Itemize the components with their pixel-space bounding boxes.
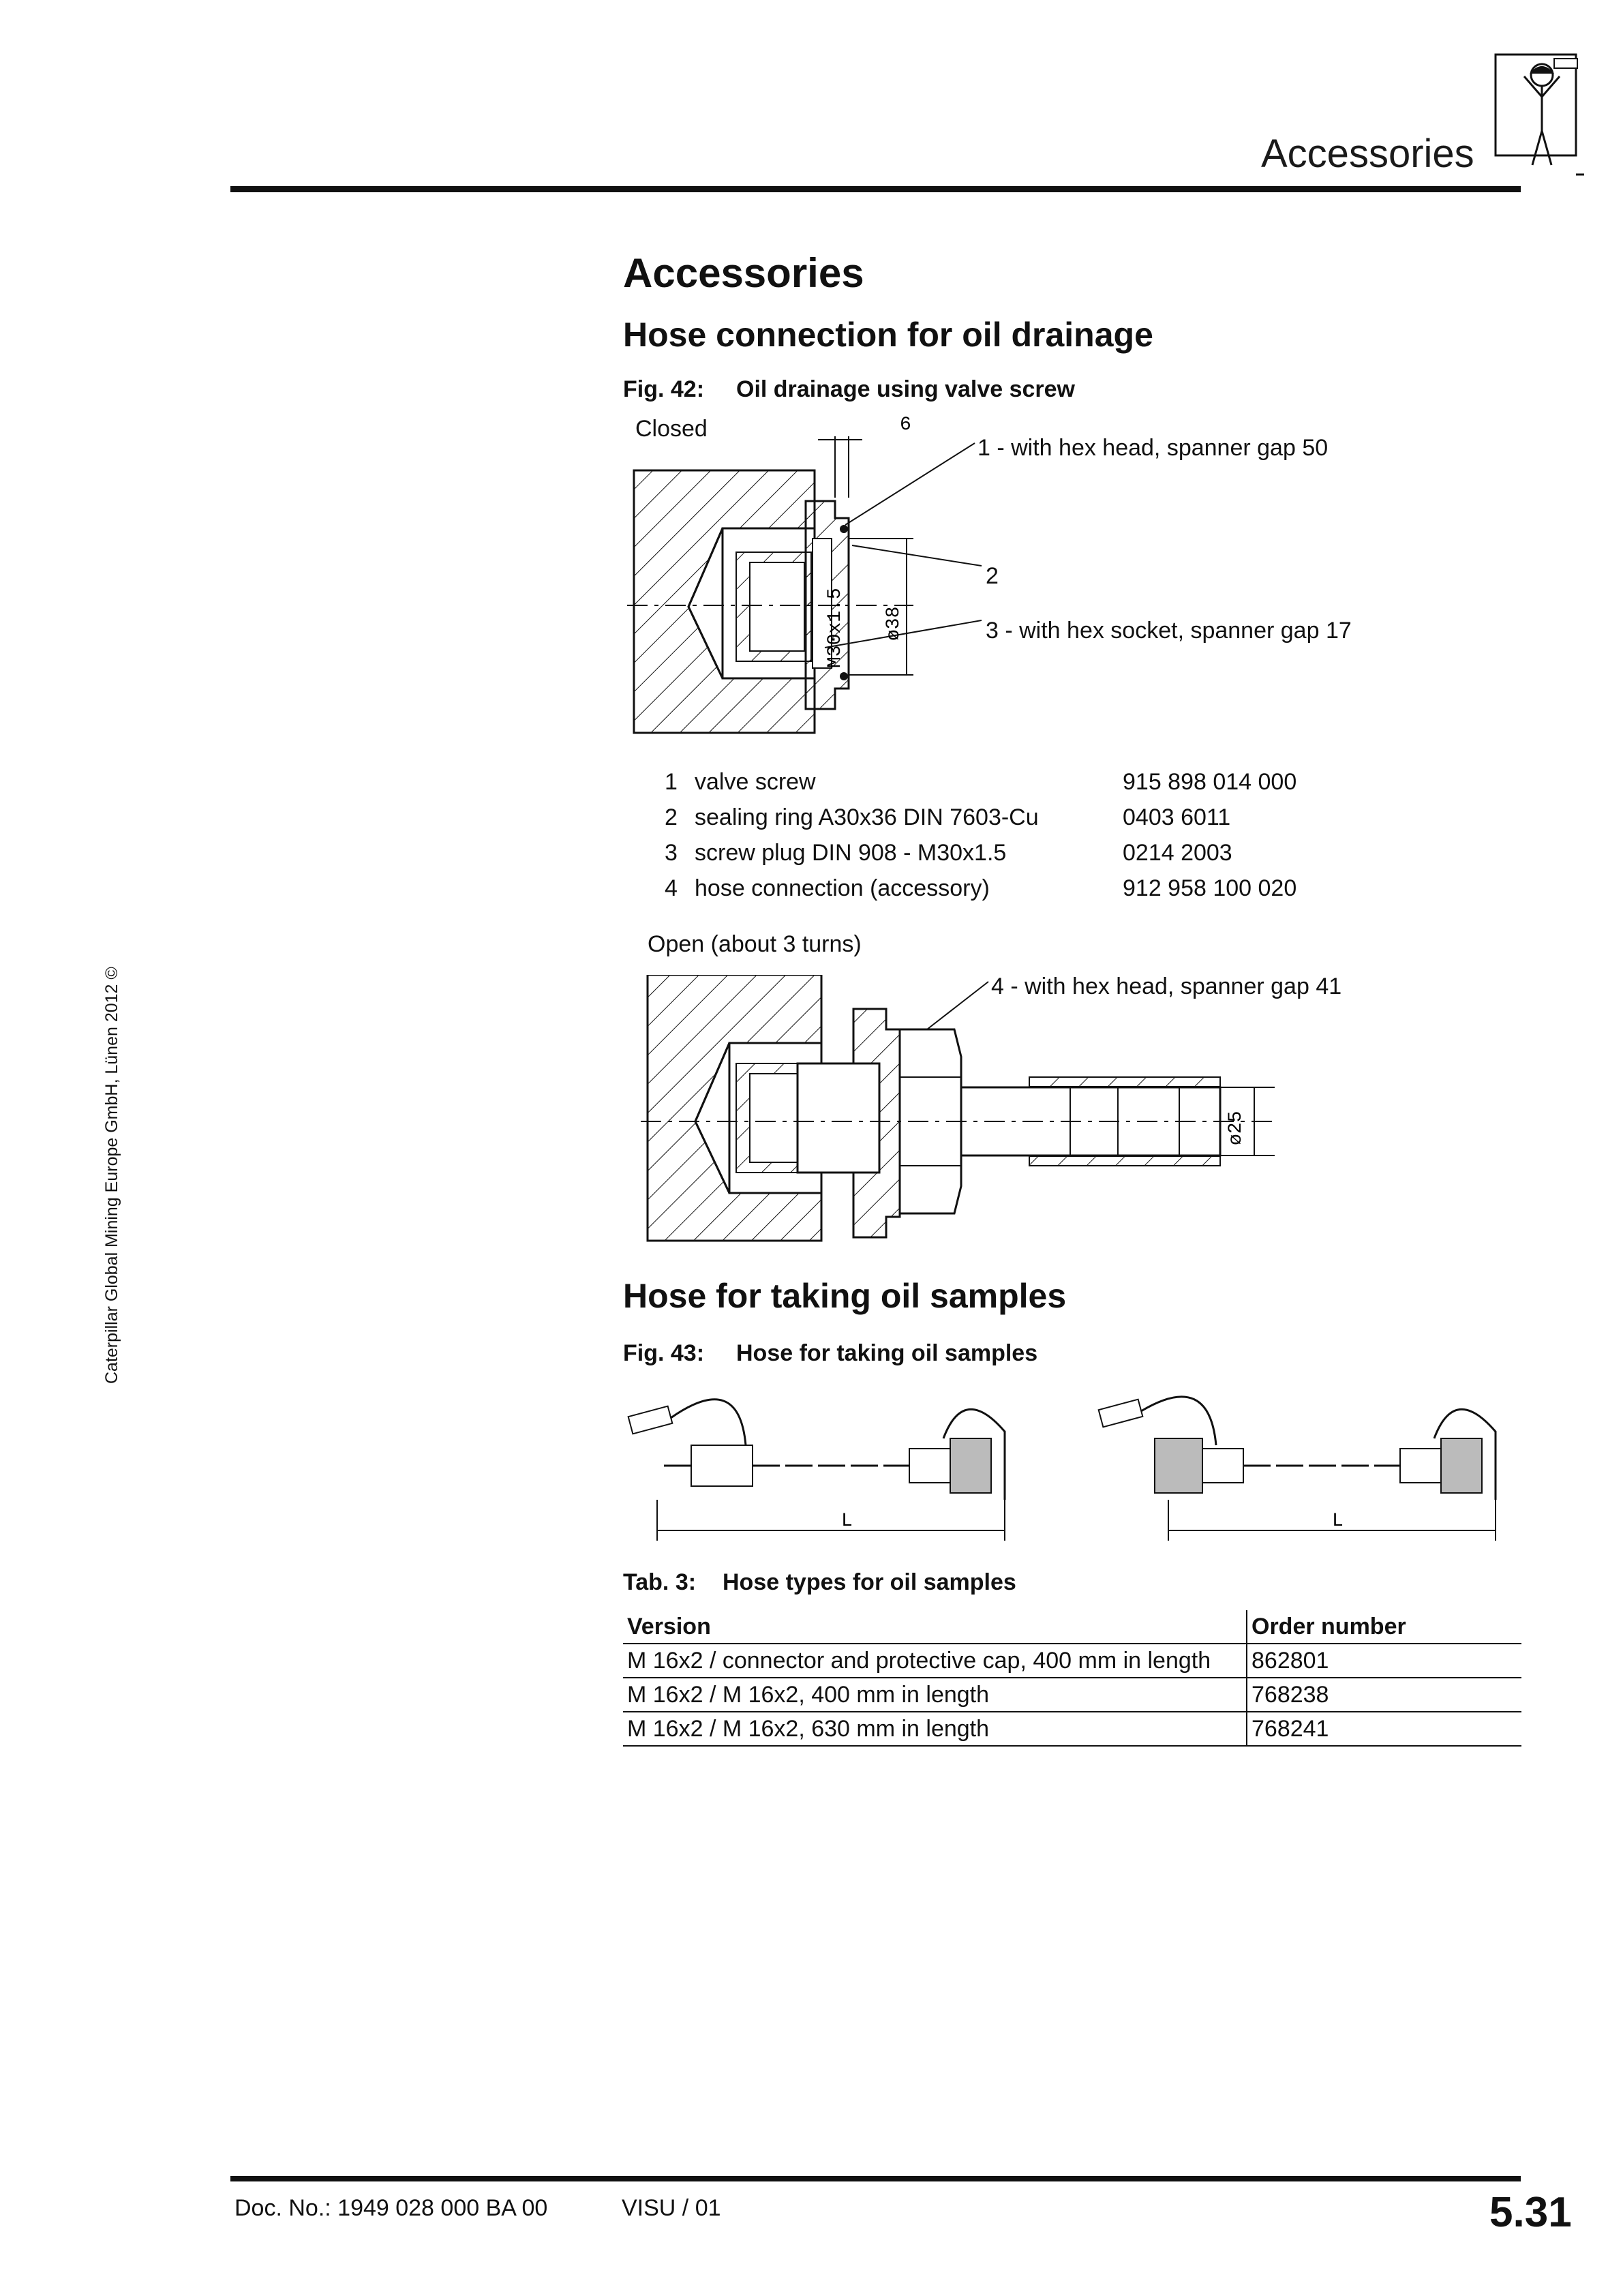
dim-6: 6 bbox=[900, 414, 911, 436]
section-heading-drainage: Hose connection for oil drainage bbox=[623, 316, 1153, 354]
start-mascot-icon bbox=[1489, 49, 1584, 185]
part-number: 2 bbox=[665, 804, 678, 830]
tab3-number: Tab. 3: bbox=[623, 1569, 697, 1595]
order-number-cell: 862801 bbox=[1247, 1644, 1521, 1678]
part-description: valve screw bbox=[695, 769, 816, 795]
footer-doc-number: Doc. No.: 1949 028 000 BA 00 bbox=[234, 2195, 548, 2221]
part-number: 3 bbox=[665, 840, 678, 866]
page-title: Accessories bbox=[623, 250, 864, 296]
callout-1: 1 - with hex head, spanner gap 50 bbox=[977, 435, 1329, 461]
version-cell: M 16x2 / connector and protective cap, 400 mm in length bbox=[623, 1644, 1247, 1678]
part-number: 4 bbox=[665, 875, 678, 901]
column-header-version: Version bbox=[623, 1610, 1247, 1644]
table-row bbox=[623, 1644, 1521, 1678]
tab3-caption: Hose types for oil samples bbox=[723, 1569, 1016, 1595]
section-heading-samples: Hose for taking oil samples bbox=[623, 1277, 1067, 1315]
part-description: hose connection (accessory) bbox=[695, 875, 990, 901]
parts-list bbox=[665, 769, 1296, 911]
table-header-row bbox=[623, 1610, 1521, 1644]
order-number-cell: 768241 bbox=[1247, 1712, 1521, 1746]
callout-3: 3 - with hex socket, spanner gap 17 bbox=[986, 618, 1352, 644]
table-row bbox=[623, 1712, 1521, 1746]
callout-2: 2 bbox=[986, 563, 999, 589]
table-row bbox=[623, 1678, 1521, 1712]
dim-m30: M30x1.5 bbox=[825, 588, 846, 668]
parts-row bbox=[665, 769, 1296, 804]
page-number: 5.31 bbox=[1489, 2189, 1572, 2236]
part-description: screw plug DIN 908 - M30x1.5 bbox=[695, 840, 1007, 866]
sample-hoses-drawing bbox=[623, 1384, 1523, 1547]
part-order-number: 0403 6011 bbox=[1123, 804, 1231, 830]
dim-d38: ø38 bbox=[883, 606, 905, 641]
footer-visu: VISU / 01 bbox=[622, 2195, 721, 2221]
fig43-number: Fig. 43: bbox=[623, 1340, 705, 1366]
fig42-number: Fig. 42: bbox=[623, 376, 705, 402]
header-section-title: Accessories bbox=[1261, 132, 1474, 176]
valve-closed-drawing bbox=[627, 409, 982, 736]
footer-rule bbox=[230, 2176, 1521, 2181]
dim-d25: ø25 bbox=[1226, 1111, 1247, 1145]
header-rule bbox=[230, 186, 1521, 192]
valve-open-drawing bbox=[641, 975, 1281, 1248]
open-label: Open (about 3 turns) bbox=[648, 931, 862, 957]
version-cell: M 16x2 / M 16x2, 630 mm in length bbox=[623, 1712, 1247, 1746]
parts-row bbox=[665, 840, 1296, 875]
part-number: 1 bbox=[665, 769, 678, 795]
dim-L2: L bbox=[1332, 1511, 1344, 1532]
dim-L1: L bbox=[841, 1511, 853, 1532]
version-cell: M 16x2 / M 16x2, 400 mm in length bbox=[623, 1678, 1247, 1712]
hose-types-table bbox=[623, 1610, 1521, 1747]
part-description: sealing ring A30x36 DIN 7603-Cu bbox=[695, 804, 1039, 830]
callout-4: 4 - with hex head, spanner gap 41 bbox=[991, 973, 1342, 999]
part-order-number: 915 898 014 000 bbox=[1123, 769, 1297, 795]
part-order-number: 0214 2003 bbox=[1123, 840, 1232, 866]
closed-label: Closed bbox=[635, 416, 708, 442]
copyright-notice: Caterpillar Global Mining Europe GmbH, Lünen 2012 © bbox=[102, 967, 121, 1384]
fig42-caption: Oil drainage using valve screw bbox=[736, 376, 1075, 402]
column-header-order-number: Order number bbox=[1247, 1610, 1521, 1644]
fig43-caption: Hose for taking oil samples bbox=[736, 1340, 1038, 1366]
parts-row bbox=[665, 804, 1296, 840]
order-number-cell: 768238 bbox=[1247, 1678, 1521, 1712]
parts-row bbox=[665, 875, 1296, 911]
part-order-number: 912 958 100 020 bbox=[1123, 875, 1297, 901]
